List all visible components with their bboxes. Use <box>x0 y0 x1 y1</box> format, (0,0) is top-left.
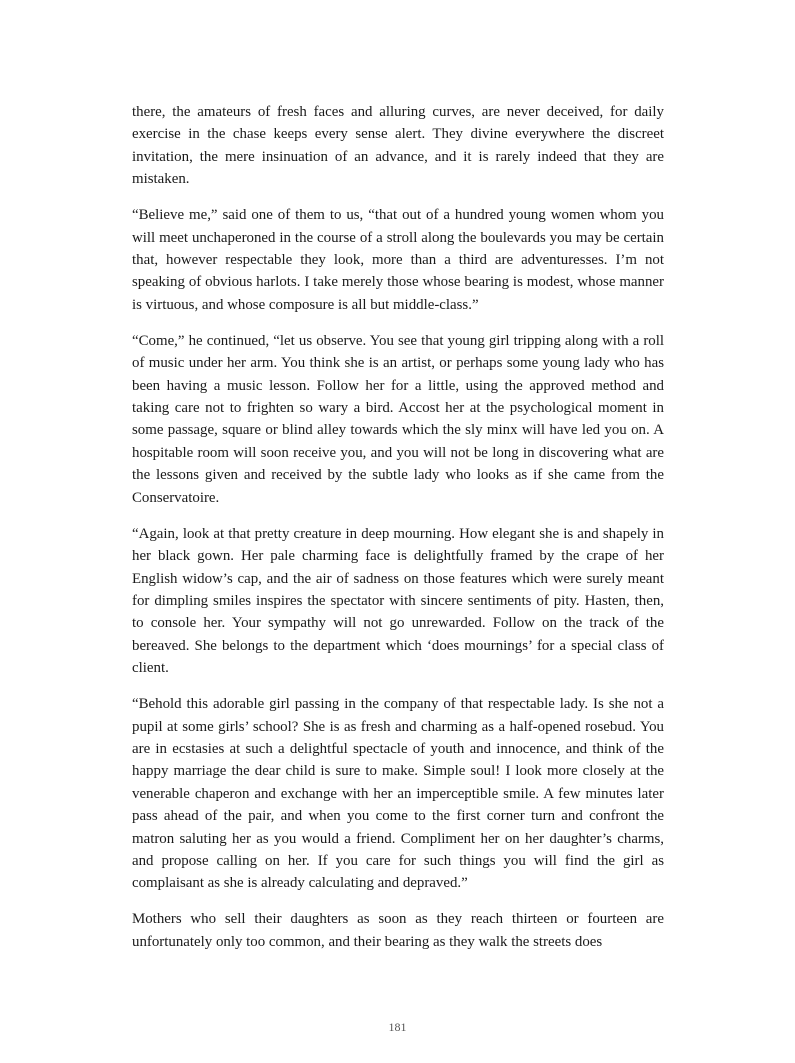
paragraph-4: “Again, look at that pretty creature in deep mourning. How elegant she is and shapely in her black gown. Her pale charming face is delightfully framed by the crape of her English widow’s cap, and the air of sadness on those features which were surely meant for dimpling smiles inspires the spectator with sincere sentiments of pity. Hasten, then, to console her. Your sympathy will not go unrewarded. Follow on the track of the bereaved. She belongs to the department which ‘does mournings’ for a special class of client. <box>132 525 664 677</box>
paragraph-1: there, the amateurs of fresh faces and alluring curves, are never deceived, for daily exercise in the chase keeps every sense alert. They divine everywhere the discreet invitation, the mere insinuation of an advance, and it is rarely indeed that they are mistaken. <box>132 104 664 188</box>
page-body <box>132 101 664 967</box>
paragraph-2: “Believe me,” said one of them to us, “that out of a hundred young women whom you will meet unchaperoned in the course of a stroll along the boulevards you may be certain that, however respectable they look, more than a third are adventuresses. I’m not speaking of obvious harlots. I take merely those whose bearing is modest, whose manner is virtuous, and whose composure is all but middle-class.” <box>132 207 664 313</box>
paragraph-6: Mothers who sell their daughters as soon as they reach thirteen or fourteen are unfortunately only too common, and their bearing as they walk the streets does <box>132 911 664 950</box>
page-number: 181 <box>388 1020 407 1034</box>
paragraph-5: “Behold this adorable girl passing in the company of that respectable lady. Is she not a pupil at some girls’ school? She is as fresh and charming as a half-opened rosebud. You are in ecstasies at such a delightful spectacle of youth and innocence, and think of the happy marriage the dear child is sure to make. Simple soul! I look more closely at the venerable chaperon and exchange with her an imperceptible smile. A few minutes later pass ahead of the pair, and when you come to the first corner turn and confront the matron saluting her as you would a friend. Compliment her on her daughter’s charms, and propose calling on her. If you care for such things you will find the girl as complaisant as she is already calculating and depraved.” <box>132 696 664 892</box>
paragraph-3: “Come,” he continued, “let us observe. You see that young girl tripping along with a roll of music under her arm. You think she is an artist, or perhaps some young lady who has been having a music lesson. Follow her for a little, using the approved method and taking care not to frighten so wary a bird. Accost her at the psychological moment in some passage, square or blind alley towards which the sly minx will have led you on. A hospitable room will soon receive you, and you will not be long in discovering what are the lessons given and received by the subtle lady who looks as if she came from the Conservatoire. <box>132 332 664 506</box>
